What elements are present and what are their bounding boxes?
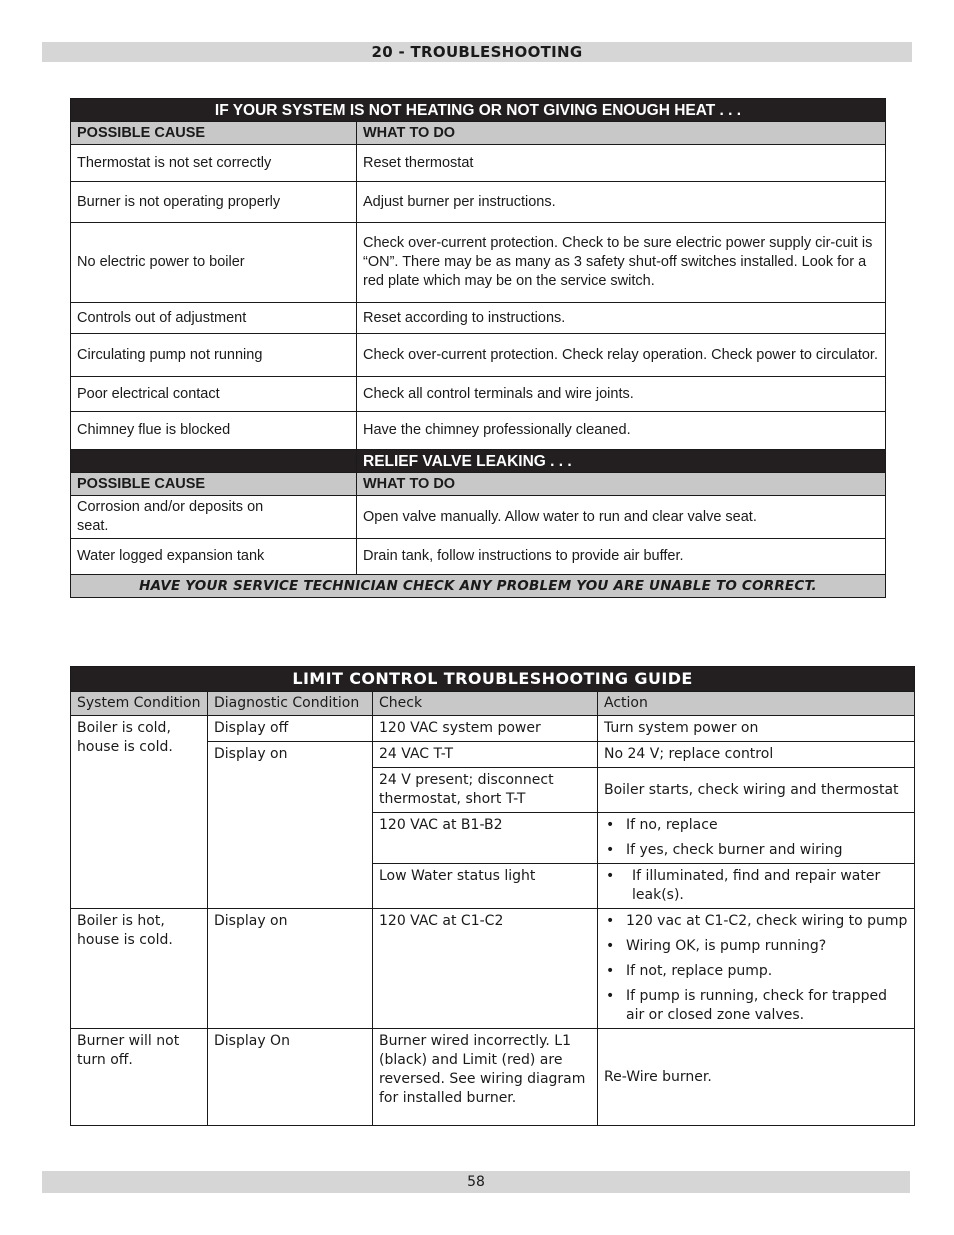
- system-condition-cell: Burner will not turn off.: [71, 1029, 208, 1126]
- bullet-icon: •: [606, 868, 615, 884]
- list-item: [604, 937, 908, 956]
- action-list: [604, 816, 908, 860]
- check-cell: 24 V present; disconnect thermostat, short T-T: [373, 768, 598, 813]
- action-cell: Adjust burner per instructions.: [357, 182, 886, 223]
- heating-troubleshooting-table: [70, 98, 886, 598]
- technician-note-row: [71, 575, 886, 598]
- action-list: [604, 912, 908, 1025]
- table-row: [71, 909, 915, 1029]
- action-cell: Check over-current protection. Check relay operation. Check power to circulator.: [357, 334, 886, 377]
- list-item-text: If not, replace pump.: [626, 963, 773, 979]
- table-row: [71, 145, 886, 182]
- list-item-text: If no, replace: [626, 817, 718, 833]
- cause-cell: Burner is not operating properly: [71, 182, 357, 223]
- cause-cell: Thermostat is not set correctly: [71, 145, 357, 182]
- action-cell: Reset thermostat: [357, 145, 886, 182]
- action-cell: [598, 813, 915, 864]
- col-header-action: WHAT TO DO: [357, 122, 886, 145]
- diagnostic-cell: Display On: [208, 1029, 373, 1126]
- list-item: [604, 912, 908, 931]
- system-condition-cell: Boiler is cold, house is cold.: [71, 716, 208, 909]
- technician-note: HAVE YOUR SERVICE TECHNICIAN CHECK ANY PROBLEM YOU ARE UNABLE TO CORRECT.: [71, 575, 886, 598]
- action-cell: [598, 864, 915, 909]
- system-condition-cell: Boiler is hot, house is cold.: [71, 909, 208, 1029]
- bullet-icon: •: [606, 913, 615, 929]
- list-item: [604, 867, 908, 905]
- action-cell: Turn system power on: [598, 716, 915, 742]
- col-header-action: WHAT TO DO: [357, 473, 886, 496]
- bullet-icon: •: [606, 938, 615, 954]
- table-title-row: [71, 99, 886, 122]
- table-row: [71, 223, 886, 303]
- limit-table-title: LIMIT CONTROL TROUBLESHOOTING GUIDE: [71, 667, 915, 692]
- relief-title-spacer: [71, 450, 357, 473]
- section-header: 20 - TROUBLESHOOTING: [42, 42, 912, 62]
- check-cell: 120 VAC system power: [373, 716, 598, 742]
- action-cell: No 24 V; replace control: [598, 742, 915, 768]
- table-row: [71, 182, 886, 223]
- table-row: [71, 412, 886, 450]
- list-item-text: If pump is running, check for trapped air or closed zone valves.: [626, 988, 888, 1023]
- list-item-text: Wiring OK, is pump running?: [626, 938, 827, 954]
- table-row: [71, 334, 886, 377]
- diagnostic-cell: Display on: [208, 742, 373, 909]
- table-row: [71, 716, 915, 742]
- list-item-text: If yes, check burner and wiring: [626, 842, 843, 858]
- table-row: [71, 377, 886, 412]
- bullet-icon: •: [606, 842, 615, 858]
- heating-table-title: IF YOUR SYSTEM IS NOT HEATING OR NOT GIVING ENOUGH HEAT . . .: [71, 99, 886, 122]
- cause-cell: No electric power to boiler: [71, 223, 357, 303]
- page-number: 58: [42, 1171, 910, 1193]
- diagnostic-cell: Display on: [208, 909, 373, 1029]
- action-cell: Open valve manually. Allow water to run and clear valve seat.: [357, 496, 886, 539]
- list-item: [604, 987, 908, 1025]
- table-row: [71, 303, 886, 334]
- cause-cell: Corrosion and/or deposits on seat.: [71, 496, 357, 539]
- list-item: [604, 962, 908, 981]
- bullet-icon: •: [606, 817, 615, 833]
- limit-control-table: [70, 666, 915, 1126]
- action-cell: Have the chimney professionally cleaned.: [357, 412, 886, 450]
- cause-cell: Circulating pump not running: [71, 334, 357, 377]
- action-cell: Boiler starts, check wiring and thermostat: [598, 768, 915, 813]
- table-title-row: [71, 667, 915, 692]
- action-cell: Check all control terminals and wire joints.: [357, 377, 886, 412]
- relief-column-header-row: [71, 473, 886, 496]
- table-row: [71, 496, 886, 539]
- bullet-icon: •: [606, 963, 615, 979]
- action-cell: Check over-current protection. Check to be sure electric power supply cir-cuit is “ON”. There may be as many as 3 safety shut-off switches installed. Look for a red plate which may be on the service switch.: [357, 223, 886, 303]
- check-cell: 24 VAC T-T: [373, 742, 598, 768]
- table-row: [71, 539, 886, 575]
- col-header-diagnostic: Diagnostic Condition: [208, 692, 373, 716]
- check-cell: Low Water status light: [373, 864, 598, 909]
- cause-cell: Controls out of adjustment: [71, 303, 357, 334]
- check-cell: Burner wired incorrectly. L1 (black) and Limit (red) are reversed. See wiring diagram for installed burner.: [373, 1029, 598, 1126]
- check-cell: 120 VAC at C1-C2: [373, 909, 598, 1029]
- cause-cell: Chimney flue is blocked: [71, 412, 357, 450]
- action-list: [604, 867, 908, 905]
- cause-cell: Poor electrical contact: [71, 377, 357, 412]
- col-header-cause: POSSIBLE CAUSE: [71, 473, 357, 496]
- list-item-text: 120 vac at C1-C2, check wiring to pump: [626, 913, 908, 929]
- relief-title-row: [71, 450, 886, 473]
- cause-cell: Water logged expansion tank: [71, 539, 357, 575]
- action-cell: Re-Wire burner.: [598, 1029, 915, 1126]
- col-header-check: Check: [373, 692, 598, 716]
- list-item: [604, 841, 908, 860]
- bullet-icon: •: [606, 988, 615, 1004]
- action-cell: Reset according to instructions.: [357, 303, 886, 334]
- relief-table-title: RELIEF VALVE LEAKING . . .: [357, 450, 886, 473]
- col-header-system: System Condition: [71, 692, 208, 716]
- table-row: [71, 1029, 915, 1126]
- column-header-row: [71, 122, 886, 145]
- action-cell: [598, 909, 915, 1029]
- col-header-cause: POSSIBLE CAUSE: [71, 122, 357, 145]
- col-header-action: Action: [598, 692, 915, 716]
- list-item: [604, 816, 908, 835]
- list-item-text: If illuminated, find and repair water leak(s).: [632, 868, 881, 903]
- check-cell: 120 VAC at B1-B2: [373, 813, 598, 864]
- diagnostic-cell: Display off: [208, 716, 373, 742]
- action-cell: Drain tank, follow instructions to provide air buffer.: [357, 539, 886, 575]
- column-header-row: [71, 692, 915, 716]
